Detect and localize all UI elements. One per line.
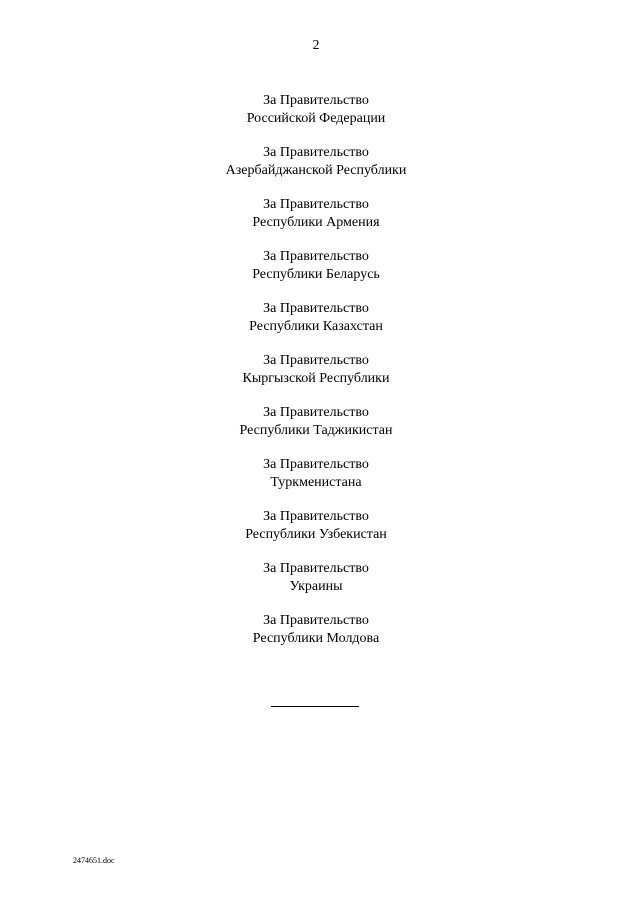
signature-block [0,612,632,664]
signature-block [0,508,632,560]
signature-party: Украины [289,578,343,594]
signature-heading: За Правительство [263,509,369,524]
signature-heading: За Правительство [263,197,369,212]
signature-block [0,248,632,300]
signature-heading: За Правительство [263,353,369,368]
file-footer: 2474651.doc [73,856,115,865]
signature-party: Республики Казахстан [249,318,383,334]
signature-block [0,300,632,352]
signature-party: Республики Узбекистан [245,526,387,542]
signature-heading: За Правительство [263,561,369,576]
signature-party: Туркменистана [270,474,362,490]
page-number: 2 [312,38,320,53]
signature-block [0,196,632,248]
signature-party: Азербайджанской Республики [225,162,407,178]
signature-block [0,144,632,196]
signature-heading: За Правительство [263,145,369,160]
signature-block [0,92,632,144]
signature-block [0,404,632,456]
signature-party: Республики Таджикистан [239,422,393,438]
signature-party: Кыргызской Республики [242,370,390,386]
signature-heading: За Правительство [263,249,369,264]
signature-party: Республики Молдова [252,630,380,646]
signature-party: Республики Беларусь [252,266,380,282]
signature-block [0,456,632,508]
end-divider [271,706,359,707]
signature-heading: За Правительство [263,301,369,316]
signature-heading: За Правительство [263,457,369,472]
signature-heading: За Правительство [263,613,369,628]
signature-list [0,92,632,664]
signature-heading: За Правительство [263,93,369,108]
signature-heading: За Правительство [263,405,369,420]
signature-party: Республики Армения [252,214,380,230]
signature-block [0,560,632,612]
signature-party: Российской Федерации [246,110,386,126]
signature-block [0,352,632,404]
